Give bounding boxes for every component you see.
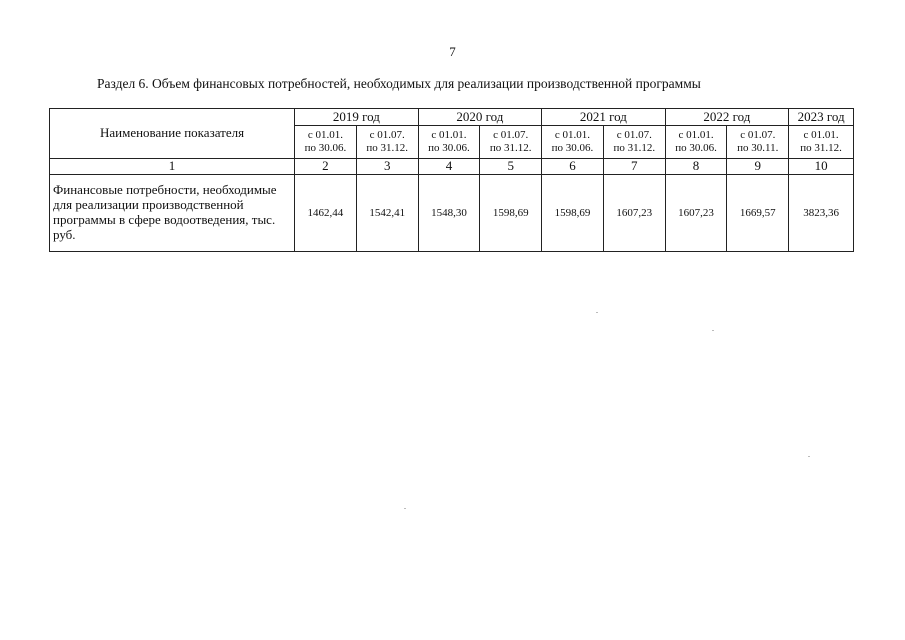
period-to: по 30.06. xyxy=(304,142,347,154)
column-number: 10 xyxy=(789,159,854,175)
period-to: по 30.11. xyxy=(737,142,779,154)
table-cell-value: 1607,23 xyxy=(665,175,727,252)
period-to: по 30.06. xyxy=(675,142,717,154)
period-header xyxy=(418,126,480,159)
period-to: по 30.06. xyxy=(428,142,470,154)
table-cell-value: 1598,69 xyxy=(480,175,542,252)
period-from: с 01.07. xyxy=(616,129,652,142)
table-cell-value: 1669,57 xyxy=(727,175,789,252)
name-header: Наименование показателя xyxy=(50,109,295,159)
period-to: по 31.12. xyxy=(613,142,656,154)
period-header xyxy=(727,126,789,159)
period-from: с 01.01. xyxy=(431,129,467,142)
column-number: 4 xyxy=(418,159,480,175)
period-from: с 01.01. xyxy=(554,129,591,142)
period-header xyxy=(356,126,418,159)
period-header xyxy=(480,126,542,159)
period-from: с 01.01. xyxy=(803,129,839,142)
period-from: с 01.01. xyxy=(307,129,343,142)
column-number: 7 xyxy=(603,159,665,175)
year-header: 2023 год xyxy=(789,109,854,126)
column-number: 3 xyxy=(356,159,418,175)
year-header-row xyxy=(50,109,854,126)
table-cell-value: 1598,69 xyxy=(542,175,604,252)
period-from: с 01.07. xyxy=(369,129,405,142)
year-header: 2021 год xyxy=(542,109,666,126)
scan-speck xyxy=(808,456,810,457)
table-row xyxy=(50,175,854,252)
table-cell-value: 1462,44 xyxy=(295,175,357,252)
period-to: по 30.06. xyxy=(551,142,594,154)
period-header xyxy=(665,126,727,159)
section-title: Раздел 6. Объем финансовых потребностей, необходимых для реализации производственной программы xyxy=(97,76,701,91)
period-to: по 31.12. xyxy=(800,142,842,154)
row-label: Финансовые потребности, необходимые для реализации производственной программы в сфере водоотведения, тыс. руб. xyxy=(50,175,295,252)
year-header: 2019 год xyxy=(295,109,419,126)
scan-speck xyxy=(712,330,714,331)
table-cell-value: 1607,23 xyxy=(603,175,665,252)
period-to: по 31.12. xyxy=(366,142,409,154)
table-cell-value: 1542,41 xyxy=(356,175,418,252)
page-number: 7 xyxy=(449,44,456,59)
period-header xyxy=(295,126,357,159)
year-header: 2022 год xyxy=(665,109,789,126)
period-header xyxy=(542,126,604,159)
scan-speck xyxy=(404,508,406,509)
scan-speck xyxy=(596,312,598,313)
year-header: 2020 год xyxy=(418,109,542,126)
table-cell-value: 3823,36 xyxy=(789,175,854,252)
period-to: по 31.12. xyxy=(489,142,532,154)
period-from: с 01.01. xyxy=(678,129,714,142)
table-cell-value: 1548,30 xyxy=(418,175,480,252)
period-from: с 01.07. xyxy=(740,129,776,142)
financial-needs-table xyxy=(49,108,854,252)
period-header xyxy=(603,126,665,159)
column-number: 5 xyxy=(480,159,542,175)
column-number: 8 xyxy=(665,159,727,175)
period-header xyxy=(789,126,854,159)
column-number: 9 xyxy=(727,159,789,175)
column-number: 6 xyxy=(542,159,604,175)
column-number: 1 xyxy=(50,159,295,175)
period-from: с 01.07. xyxy=(493,129,529,142)
column-number-row xyxy=(50,159,854,175)
column-number: 2 xyxy=(295,159,357,175)
